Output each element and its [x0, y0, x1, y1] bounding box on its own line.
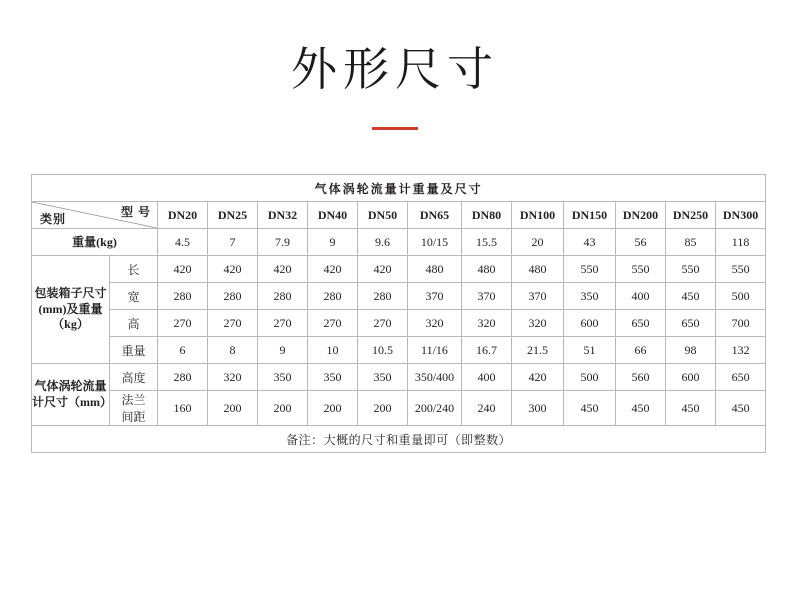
cell-weight-dn100: 20: [512, 229, 564, 256]
cell-width-dn200: 400: [616, 283, 666, 310]
column-header-dn80: DN80: [462, 202, 512, 229]
cell-pkgweight-dn250: 98: [666, 337, 716, 364]
spec-table: [31, 174, 766, 453]
cell-width-dn65: 370: [408, 283, 462, 310]
cell-length-dn20: 420: [158, 256, 208, 283]
cell-length-dn300: 550: [716, 256, 766, 283]
row-label-packing-weight: 重量: [110, 337, 158, 364]
cell-pkgweight-dn20: 6: [158, 337, 208, 364]
cell-height-dn200: 650: [616, 310, 666, 337]
row-label-flange-spacing-line2: 间距: [121, 410, 146, 424]
group-label-meter-line2: 计尺寸（mm）: [32, 394, 112, 409]
cell-weight-dn80: 15.5: [462, 229, 512, 256]
cell-height-dn25: 270: [208, 310, 258, 337]
cell-weight-dn250: 85: [666, 229, 716, 256]
cell-height-dn50: 270: [358, 310, 408, 337]
group-label-packing-line3: （kg）: [52, 317, 89, 332]
cell-flange-dn100: 300: [512, 391, 564, 426]
cell-height-dn250: 650: [666, 310, 716, 337]
cell-flange-dn50: 200: [358, 391, 408, 426]
column-header-dn250: DN250: [666, 202, 716, 229]
cell-weight-dn65: 10/15: [408, 229, 462, 256]
row-label-flange-spacing: [110, 391, 158, 426]
column-header-dn32: DN32: [258, 202, 308, 229]
cell-width-dn250: 450: [666, 283, 716, 310]
cell-pkgweight-dn50: 10.5: [358, 337, 408, 364]
cell-flange-dn150: 450: [564, 391, 616, 426]
header-class-label: 类别: [40, 212, 67, 226]
cell-length-dn150: 550: [564, 256, 616, 283]
header-corner-cell: [32, 202, 158, 229]
cell-height-dn150: 600: [564, 310, 616, 337]
cell-meterheight-dn80: 400: [462, 364, 512, 391]
group-label-meter-line1: 气体涡轮流量: [34, 378, 107, 393]
group-label-packing-line1: 包装箱子尺寸: [34, 286, 107, 301]
cell-weight-dn20: 4.5: [158, 229, 208, 256]
table-caption-row: [32, 175, 766, 202]
cell-weight-dn200: 56: [616, 229, 666, 256]
cell-flange-dn200: 450: [616, 391, 666, 426]
cell-weight-dn300: 118: [716, 229, 766, 256]
cell-height-dn40: 270: [308, 310, 358, 337]
cell-meterheight-dn32: 350: [258, 364, 308, 391]
cell-length-dn32: 420: [258, 256, 308, 283]
cell-width-dn150: 350: [564, 283, 616, 310]
cell-height-dn20: 270: [158, 310, 208, 337]
cell-width-dn300: 500: [716, 283, 766, 310]
cell-pkgweight-dn80: 16.7: [462, 337, 512, 364]
page-title: 外形尺寸: [291, 43, 499, 95]
row-label-packing-height: 高: [110, 310, 158, 337]
cell-length-dn250: 550: [666, 256, 716, 283]
table-row: [32, 364, 766, 391]
column-header-dn40: DN40: [308, 202, 358, 229]
cell-length-dn100: 480: [512, 256, 564, 283]
cell-length-dn200: 550: [616, 256, 666, 283]
table-caption: 气体涡轮流量计重量及尺寸: [32, 175, 766, 202]
column-header-dn65: DN65: [408, 202, 462, 229]
column-header-dn25: DN25: [208, 202, 258, 229]
cell-weight-dn40: 9: [308, 229, 358, 256]
cell-pkgweight-dn32: 9: [258, 337, 308, 364]
cell-width-dn50: 280: [358, 283, 408, 310]
table-row: [32, 283, 766, 310]
cell-weight-dn32: 7.9: [258, 229, 308, 256]
cell-meterheight-dn50: 350: [358, 364, 408, 391]
cell-meterheight-dn25: 320: [208, 364, 258, 391]
column-header-dn200: DN200: [616, 202, 666, 229]
column-header-dn150: DN150: [564, 202, 616, 229]
cell-length-dn80: 480: [462, 256, 512, 283]
row-label-packing-length: 长: [110, 256, 158, 283]
row-label-meter-height: 高度: [110, 364, 158, 391]
cell-width-dn40: 280: [308, 283, 358, 310]
cell-length-dn50: 420: [358, 256, 408, 283]
header-model-label: 型 号: [120, 205, 151, 219]
cell-pkgweight-dn25: 8: [208, 337, 258, 364]
cell-height-dn80: 320: [462, 310, 512, 337]
table-note: 备注：大概的尺寸和重量即可（即整数）: [32, 426, 766, 453]
table-header-row: [32, 202, 766, 229]
cell-meterheight-dn200: 560: [616, 364, 666, 391]
cell-flange-dn25: 200: [208, 391, 258, 426]
cell-flange-dn250: 450: [666, 391, 716, 426]
group-label-packing-line2: (mm)及重量: [38, 301, 103, 316]
cell-height-dn100: 320: [512, 310, 564, 337]
cell-length-dn40: 420: [308, 256, 358, 283]
cell-flange-dn20: 160: [158, 391, 208, 426]
cell-weight-dn150: 43: [564, 229, 616, 256]
table-row: [32, 337, 766, 364]
cell-pkgweight-dn300: 132: [716, 337, 766, 364]
cell-pkgweight-dn200: 66: [616, 337, 666, 364]
cell-width-dn25: 280: [208, 283, 258, 310]
cell-flange-dn40: 200: [308, 391, 358, 426]
cell-weight-dn25: 7: [208, 229, 258, 256]
column-header-dn50: DN50: [358, 202, 408, 229]
table-note-row: [32, 426, 766, 453]
cell-meterheight-dn150: 500: [564, 364, 616, 391]
cell-pkgweight-dn40: 10: [308, 337, 358, 364]
cell-height-dn300: 700: [716, 310, 766, 337]
cell-weight-dn50: 9.6: [358, 229, 408, 256]
table-row: [32, 229, 766, 256]
cell-meterheight-dn250: 600: [666, 364, 716, 391]
column-header-dn100: DN100: [512, 202, 564, 229]
cell-width-dn100: 370: [512, 283, 564, 310]
cell-width-dn32: 280: [258, 283, 308, 310]
spec-table-container: [31, 174, 759, 453]
cell-length-dn65: 480: [408, 256, 462, 283]
cell-length-dn25: 420: [208, 256, 258, 283]
cell-flange-dn65: 200/240: [408, 391, 462, 426]
cell-meterheight-dn20: 280: [158, 364, 208, 391]
title-underline-rule: [372, 127, 418, 130]
cell-meterheight-dn300: 650: [716, 364, 766, 391]
cell-pkgweight-dn65: 11/16: [408, 337, 462, 364]
cell-height-dn65: 320: [408, 310, 462, 337]
cell-flange-dn32: 200: [258, 391, 308, 426]
cell-width-dn20: 280: [158, 283, 208, 310]
table-row: [32, 391, 766, 426]
row-label-flange-spacing-line1: 法兰: [121, 393, 146, 407]
cell-flange-dn300: 450: [716, 391, 766, 426]
row-label-weight: 重量(kg): [32, 229, 158, 256]
cell-pkgweight-dn150: 51: [564, 337, 616, 364]
table-row: [32, 310, 766, 337]
cell-meterheight-dn40: 350: [308, 364, 358, 391]
group-label-meter: [32, 364, 110, 426]
cell-pkgweight-dn100: 21.5: [512, 337, 564, 364]
column-header-dn20: DN20: [158, 202, 208, 229]
cell-meterheight-dn65: 350/400: [408, 364, 462, 391]
cell-meterheight-dn100: 420: [512, 364, 564, 391]
cell-height-dn32: 270: [258, 310, 308, 337]
row-label-packing-width: 宽: [110, 283, 158, 310]
cell-flange-dn80: 240: [462, 391, 512, 426]
group-label-packing: [32, 256, 110, 364]
column-header-dn300: DN300: [716, 202, 766, 229]
table-row: [32, 256, 766, 283]
cell-width-dn80: 370: [462, 283, 512, 310]
